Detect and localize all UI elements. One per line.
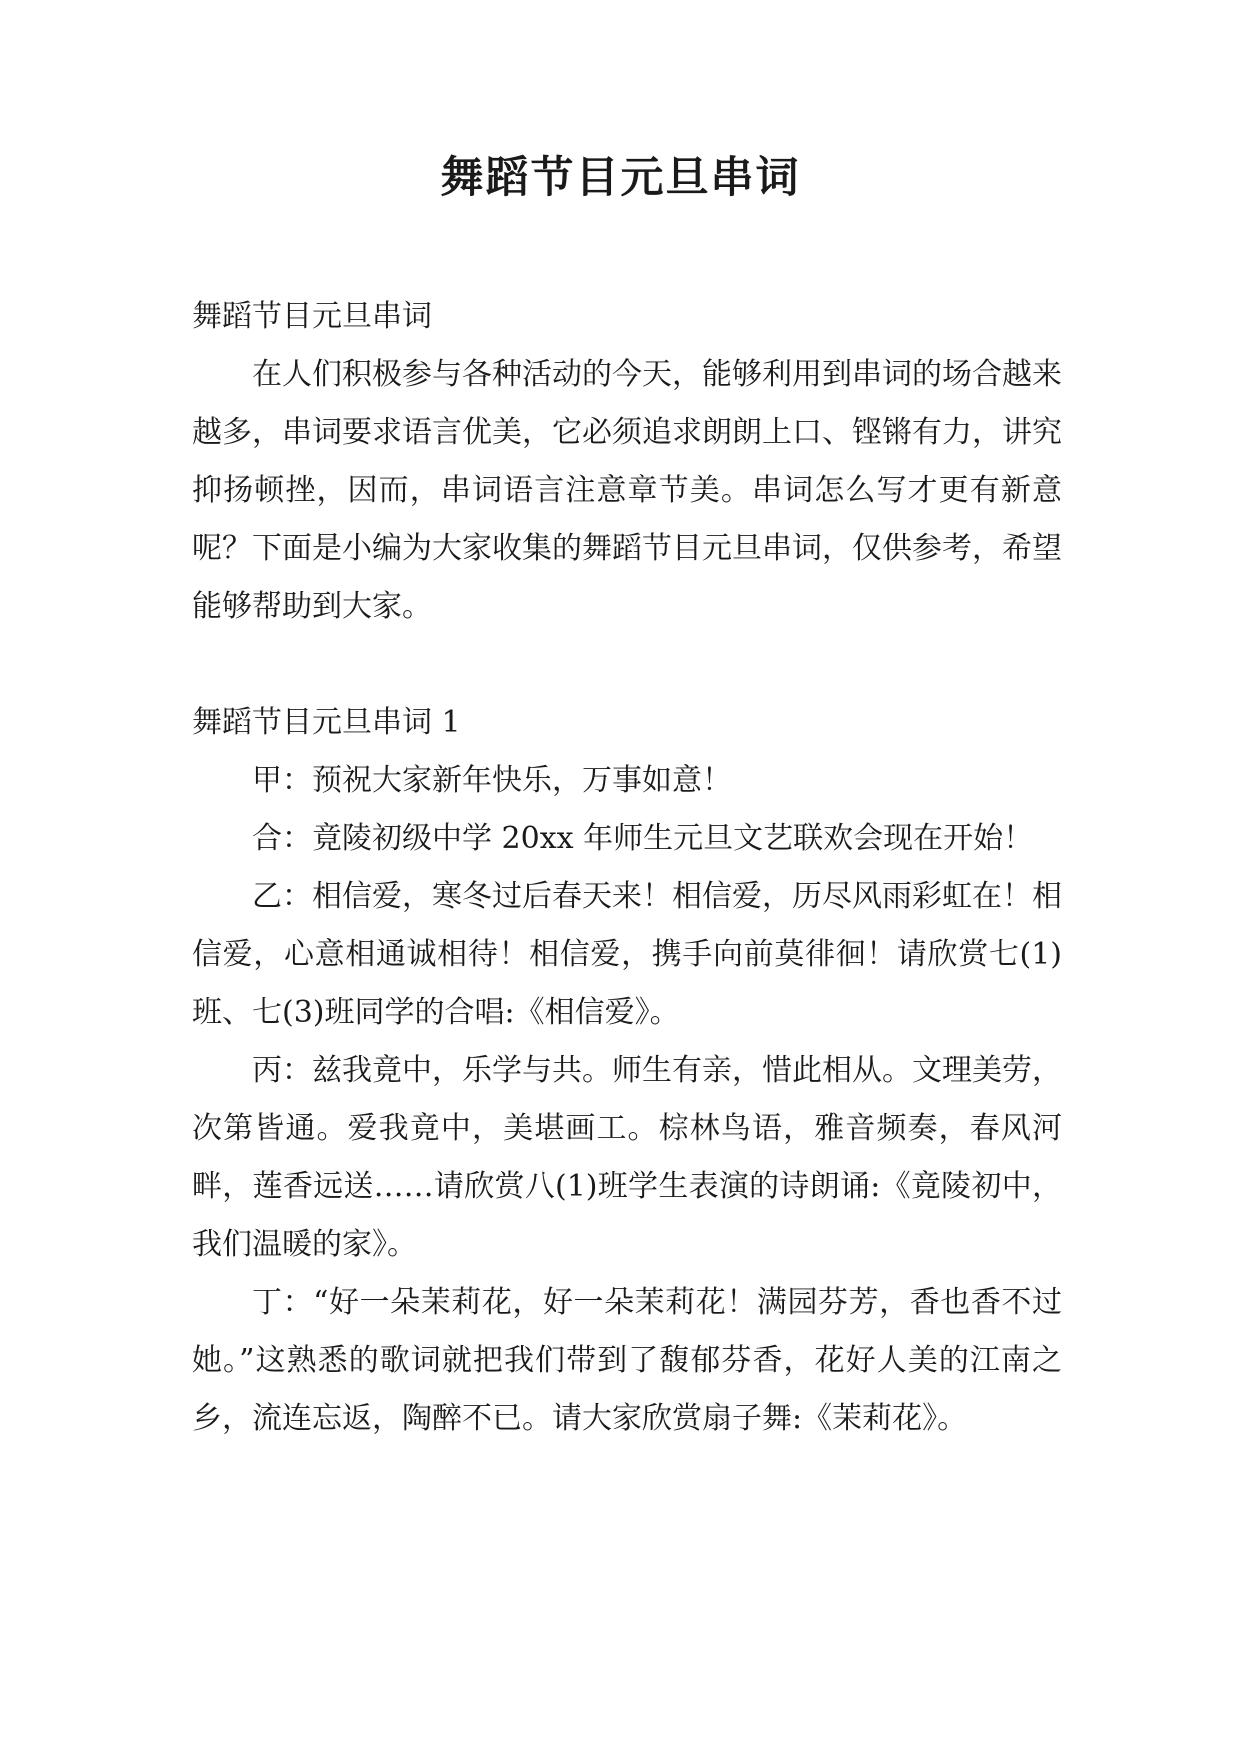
section-1-heading: 舞蹈节目元旦串词 1: [192, 705, 461, 740]
script-paragraph-bing: 丙：兹我竟中，乐学与共。师生有亲，惜此相从。文理美劳，次第皆通。爱我竟中，美堪画工。棕林鸟语，雅音频奏，春风河畔，莲香远送……请欣赏八(1)班学生表演的诗朗诵:《竟陵初中，我们温暖的家》。: [192, 1053, 1062, 1262]
script-paragraph-he: 合：竟陵初级中学 20xx 年师生元旦文艺联欢会现在开始！: [252, 821, 1034, 856]
section-spacer: [192, 636, 1062, 694]
intro-paragraph: 在人们积极参与各种活动的今天，能够利用到串词的场合越来越多，串词要求语言优美，它必须追求朗朗上口、铿锵有力，讲究抑扬顿挫，因而，串词语言注意章节美。串词怎么写才更有新意呢？下面是小编为大家收集的舞蹈节目元旦串词，仅供参考，希望能够帮助到大家。: [192, 357, 1062, 624]
document-title: 舞蹈节目元旦串词: [440, 153, 801, 203]
script-paragraph-jia: 甲：预祝大家新年快乐，万事如意！: [252, 763, 732, 798]
intro-heading: 舞蹈节目元旦串词: [192, 299, 432, 334]
script-paragraph-ding: 丁：“好一朵茉莉花，好一朵茉莉花！满园芬芳，香也香不过她。”这熟悉的歌词就把我们带到了馥郁芬香，花好人美的江南之乡，流连忘返，陶醉不已。请大家欣赏扇子舞:《茉莉花》。: [192, 1285, 1062, 1436]
document-body: [192, 288, 1062, 1448]
script-paragraph-yi: 乙：相信爱，寒冬过后春天来！相信爱，历尽风雨彩虹在！相信爱，心意相通诚相待！相信爱，携手向前莫徘徊！请欣赏七(1)班、七(3)班同学的合唱:《相信爱》。: [192, 879, 1062, 1030]
